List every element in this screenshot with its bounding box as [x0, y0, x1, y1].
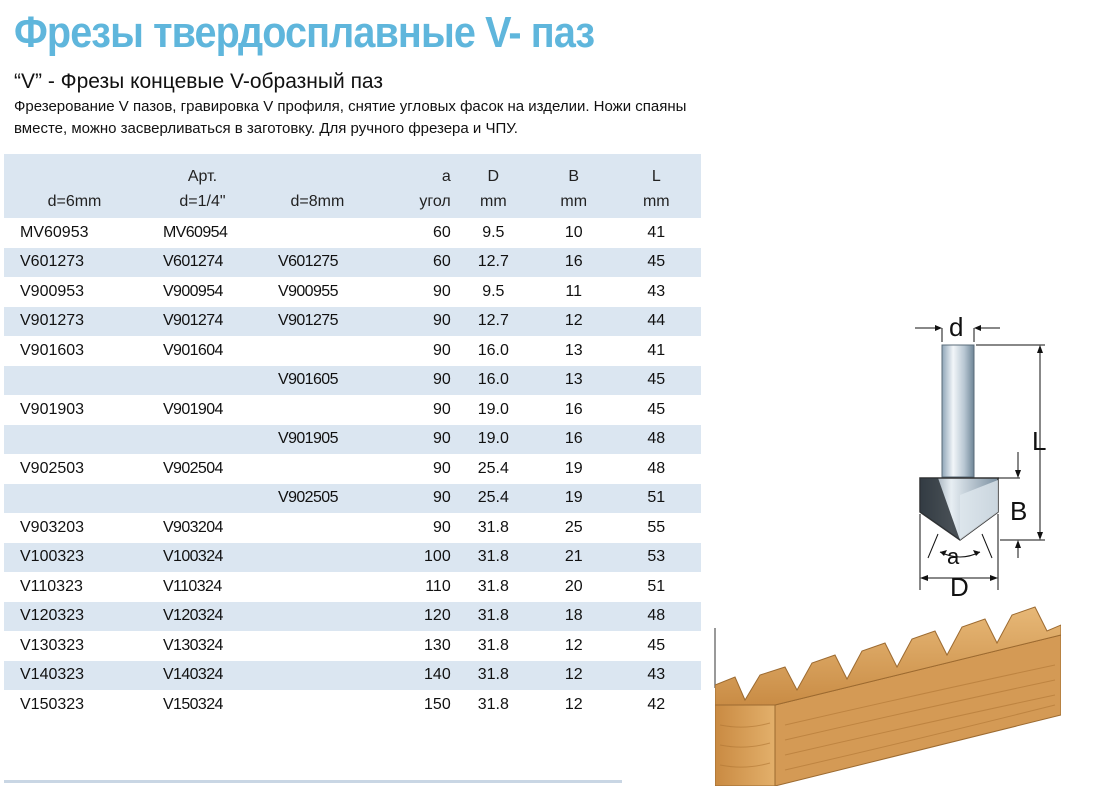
table-cell [145, 425, 260, 455]
table-cell: 19.0 [477, 430, 509, 448]
table-cell: V110323 [20, 577, 83, 595]
table-cell: 110 [425, 577, 451, 595]
table-row [4, 307, 701, 337]
table-cell: 51 [647, 577, 666, 595]
table-cell: 90 [432, 518, 451, 536]
table-cell [260, 572, 375, 602]
table-row [4, 336, 701, 366]
table-cell: 18 [564, 607, 583, 625]
table-header-cell: B [568, 168, 580, 185]
table-cell: 12 [564, 666, 583, 684]
table-cell: V901275 [278, 312, 338, 330]
table-cell: 12.7 [477, 253, 509, 271]
table-cell: 11 [565, 282, 583, 300]
table-cell: 45 [647, 253, 666, 271]
table-cell: 60 [432, 223, 451, 241]
spec-table [4, 154, 701, 720]
table-cell: 42 [647, 695, 666, 713]
table-cell: 48 [647, 459, 666, 477]
table-cell: 31.8 [477, 577, 509, 595]
table-cell: 60 [432, 253, 451, 271]
table-cell: 51 [647, 489, 666, 507]
table-row [4, 661, 701, 691]
table-header-row [4, 186, 701, 218]
table-cell: V903203 [20, 518, 85, 536]
table-cell: 31.8 [477, 607, 509, 625]
table-header-cell: a [441, 168, 451, 185]
table-cell: 21 [564, 548, 583, 566]
table-header-cell: Арт. [187, 168, 218, 185]
table-cell: 140 [424, 666, 451, 684]
table-cell [260, 631, 375, 661]
table-cell: 90 [432, 341, 451, 359]
label-a: a [947, 544, 960, 569]
table-header-cell [260, 154, 375, 186]
table-cell: V902503 [20, 459, 85, 477]
table-cell: MV60954 [162, 223, 228, 241]
table-cell [260, 661, 375, 691]
table-cell: V150324 [162, 695, 223, 713]
table-cell: 100 [424, 548, 451, 566]
table-cell: 12.7 [477, 312, 509, 330]
table-cell: V140323 [20, 666, 85, 684]
table-cell: V902504 [162, 459, 223, 477]
table-cell: 31.8 [477, 548, 509, 566]
table-cell [260, 454, 375, 484]
table-row [4, 631, 701, 661]
table-cell: 41 [647, 223, 666, 241]
table-cell: 13 [564, 371, 583, 389]
table-row [4, 425, 701, 455]
label-L: L [1032, 426, 1047, 456]
table-cell: 25.4 [477, 489, 509, 507]
table-cell: V120324 [162, 607, 223, 625]
table-cell: 31.8 [477, 636, 509, 654]
table-cell: V901905 [278, 430, 338, 448]
table-row [4, 454, 701, 484]
table-row [4, 395, 701, 425]
table-cell: 19 [564, 459, 583, 477]
table-row [4, 543, 701, 573]
table-cell [260, 395, 375, 425]
label-D: D [950, 572, 969, 602]
table-cell: 31.8 [477, 518, 509, 536]
table-row [4, 366, 701, 396]
table-cell: V601274 [162, 253, 223, 271]
table-cell: 19 [564, 489, 583, 507]
table-row [4, 602, 701, 632]
table-cell [260, 218, 375, 248]
table-cell: 45 [647, 400, 666, 418]
router-bit-diagram [880, 300, 1060, 605]
table-row [4, 277, 701, 307]
table-cell: 25 [564, 518, 583, 536]
bit-shank [942, 345, 974, 477]
table-cell: V100323 [20, 548, 85, 566]
table-cell: 25.4 [477, 459, 509, 477]
table-header-cell: d=6mm [47, 193, 102, 210]
table-cell [260, 690, 375, 720]
table-cell: 48 [647, 430, 666, 448]
table-cell: 120 [424, 607, 451, 625]
page-title: Фрезы твердосплавные V- паз [14, 8, 595, 57]
table-row [4, 484, 701, 514]
table-cell: V903204 [162, 518, 223, 536]
table-row [4, 218, 701, 248]
table-body [4, 218, 701, 720]
wood-sample-illustration [715, 605, 1061, 786]
description: Фрезерование V пазов, гравировка V профиля, снятие угловых фасок на изделии. Ножи спаяны вместе, можно засверливаться в заготовку. Для ручного фрезера и ЧПУ. [14, 98, 687, 137]
subtitle: “V” - Фрезы концевые V-образный паз [14, 70, 384, 93]
table-cell: 130 [424, 636, 451, 654]
table-cell: 9.5 [482, 282, 505, 300]
table-cell: V901904 [162, 400, 223, 418]
table-cell: 31.8 [477, 695, 509, 713]
table-cell: 20 [564, 577, 583, 595]
table-cell [260, 602, 375, 632]
table-cell: 90 [432, 400, 451, 418]
table-cell: 43 [647, 282, 666, 300]
table-header-cell: mm [479, 193, 507, 210]
table-cell: 12 [564, 695, 583, 713]
table-row [4, 248, 701, 278]
table-cell: V150323 [20, 695, 85, 713]
table-cell: 90 [432, 371, 451, 389]
table-cell: V901273 [20, 312, 85, 330]
table-row [4, 690, 701, 720]
table-cell: 45 [647, 371, 666, 389]
bottom-rule [4, 780, 622, 783]
table-cell: MV60953 [20, 223, 89, 241]
table-cell [145, 366, 260, 396]
table-cell: V901604 [162, 341, 223, 359]
table-cell: V130323 [20, 636, 85, 654]
table-cell: 12 [564, 636, 583, 654]
table-header-row [4, 154, 701, 186]
table-cell: V140324 [162, 666, 223, 684]
table-cell: V900955 [278, 282, 338, 300]
table-cell: 45 [647, 636, 666, 654]
table-cell: 16 [564, 400, 583, 418]
table-cell: 90 [432, 430, 451, 448]
table-cell: 48 [647, 607, 666, 625]
table-cell: 13 [564, 341, 583, 359]
table-cell [145, 484, 260, 514]
table-cell: 10 [564, 223, 583, 241]
table-cell: 12 [564, 312, 583, 330]
table-header-cell: mm [560, 193, 588, 210]
table-cell [4, 366, 145, 396]
table-cell: V900953 [20, 282, 85, 300]
table-cell: V901603 [20, 341, 85, 359]
table-cell: 90 [432, 282, 451, 300]
table-cell: 90 [432, 312, 451, 330]
table-cell: 53 [647, 548, 666, 566]
table-header-cell: mm [642, 193, 670, 210]
table-cell [260, 336, 375, 366]
table-cell: 44 [647, 312, 666, 330]
table-cell: 16.0 [477, 341, 509, 359]
table-header-cell: d=1/4" [179, 193, 226, 210]
table-cell: V130324 [162, 636, 223, 654]
table-header-cell: L [651, 168, 661, 185]
table-cell: V901274 [162, 312, 223, 330]
table-cell: V601275 [278, 253, 338, 271]
table-cell [4, 484, 145, 514]
table-header-cell: d=8mm [290, 193, 345, 210]
table-cell: 90 [432, 459, 451, 477]
table-cell: 90 [432, 489, 451, 507]
table-cell: 55 [647, 518, 666, 536]
table-header-cell: угол [419, 193, 451, 210]
table-cell: V901605 [278, 371, 338, 389]
label-B: B [1010, 496, 1028, 526]
table-header-cell [4, 154, 145, 186]
label-d: d [949, 312, 964, 342]
table-cell: 16 [564, 253, 583, 271]
table-header-cell: D [487, 168, 500, 185]
table-cell: 16 [564, 430, 583, 448]
table-cell: 19.0 [477, 400, 509, 418]
table-cell: 43 [647, 666, 666, 684]
table-cell: V902505 [278, 489, 338, 507]
table-cell: 16.0 [477, 371, 509, 389]
table-cell: 150 [424, 695, 451, 713]
table-cell [260, 543, 375, 573]
table-cell [4, 425, 145, 455]
table-cell [260, 513, 375, 543]
table-cell: V100324 [162, 548, 223, 566]
table-cell: V901903 [20, 400, 85, 418]
table-row [4, 513, 701, 543]
table-cell: V120323 [20, 607, 85, 625]
table-cell: V900954 [162, 282, 223, 300]
table-cell: 9.5 [482, 223, 505, 241]
table-cell: V601273 [20, 253, 85, 271]
table-cell: V110324 [162, 577, 222, 595]
table-row [4, 572, 701, 602]
table-cell: 41 [647, 341, 666, 359]
table-cell: 31.8 [477, 666, 509, 684]
